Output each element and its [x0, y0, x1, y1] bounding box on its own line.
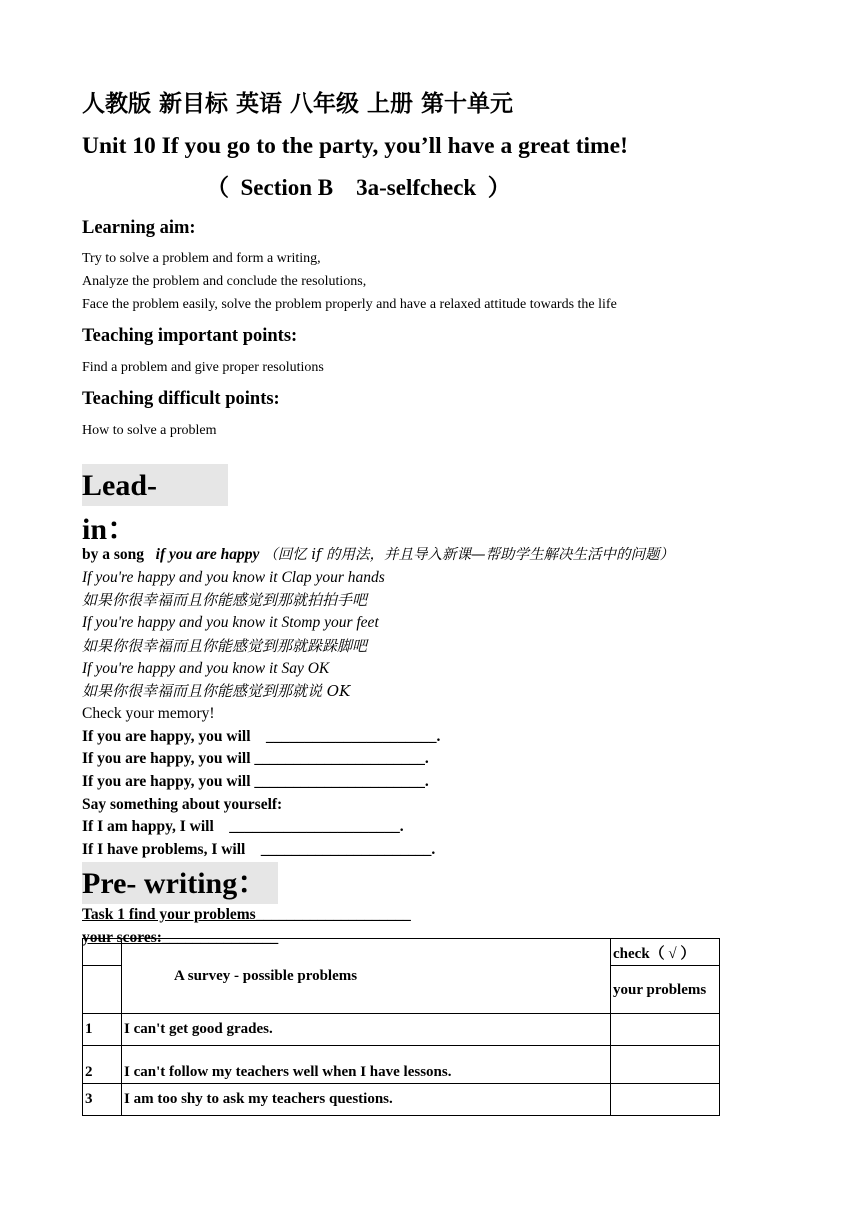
task-line: Task 1 find your problems____________________ — [82, 905, 411, 923]
song-note: （回忆 if 的用法，并且导入新课—帮助学生解决生活中的问题） — [263, 547, 675, 563]
check-cell[interactable] — [611, 1084, 720, 1116]
document-page — [82, 86, 782, 949]
pre-writing-heading: Pre- writing： — [82, 862, 278, 904]
fill-blank-line: If you are happy, you will ______________________. — [82, 727, 441, 745]
fill-blank-line: If I have problems, I will ______________________. — [82, 841, 436, 859]
row-text: I can't follow my teachers well when I have lessons. — [122, 1046, 611, 1084]
fill-blank-line: If I am happy, I will ______________________. — [82, 818, 404, 836]
scores-line: your scores:_______________ — [82, 928, 279, 946]
learning-aim-line: Face the problem easily, solve the problem properly and have a relaxed attitude towards the life — [82, 297, 617, 312]
learning-aim-line: Analyze the problem and conclude the resolutions, — [82, 274, 367, 289]
difficult-points-text: How to solve a problem — [82, 423, 217, 438]
fill-blank-line: If you are happy, you will ______________________. — [82, 773, 429, 791]
lyric-line: If you're happy and you know it Stomp your feet — [82, 614, 379, 632]
table-cell-empty — [83, 966, 122, 1014]
table-cell-empty — [83, 939, 122, 966]
unit-title: Unit 10 If you go to the party, you’ll have a great time! — [82, 133, 628, 159]
row-number: 1 — [83, 1014, 122, 1046]
survey-table — [82, 938, 720, 1116]
table-row — [83, 1046, 720, 1084]
important-points-text: Find a problem and give proper resolutions — [82, 360, 324, 375]
lyric-line: 如果你很幸福而且你能感觉到那就说 OK — [82, 682, 351, 701]
check-cell[interactable] — [611, 1046, 720, 1084]
song-title: if you are happy — [155, 546, 264, 563]
learning-aim-line: Try to solve a problem and form a writing, — [82, 251, 321, 266]
song-prefix: by a song — [82, 546, 156, 563]
row-number: 2 — [83, 1046, 122, 1084]
say-something-line: Say something about yourself: — [82, 795, 283, 813]
difficult-points-heading: Teaching difficult points: — [82, 389, 280, 409]
check-cell[interactable] — [611, 1014, 720, 1046]
lead-in-heading: Lead- in： — [82, 464, 228, 506]
row-number: 3 — [83, 1084, 122, 1116]
lyric-line: If you're happy and you know it Clap your hands — [82, 568, 385, 586]
check-header: check（ √ ） — [611, 939, 720, 966]
fill-blank-line: If you are happy, you will ______________________. — [82, 750, 429, 768]
textbook-title: 人教版 新目标 英语 八年级 上册 第十单元 — [82, 91, 514, 117]
table-row — [83, 1014, 720, 1046]
learning-aim-heading: Learning aim: — [82, 218, 196, 238]
lyric-line: 如果你很幸福而且你能感觉到那就跺跺脚吧 — [82, 636, 368, 655]
your-problems-header: your problems — [611, 966, 720, 1014]
important-points-heading: Teaching important points: — [82, 326, 298, 346]
row-text: I am too shy to ask my teachers questions. — [122, 1084, 611, 1116]
survey-title: A survey - possible problems — [122, 939, 611, 1014]
song-line — [82, 544, 782, 567]
lyric-line: If you're happy and you know it Say OK — [82, 659, 330, 677]
lyric-line: 如果你很幸福而且你能感觉到那就拍拍手吧 — [82, 591, 368, 610]
check-memory: Check your memory! — [82, 704, 215, 722]
row-text: I can't get good grades. — [122, 1014, 611, 1046]
table-row — [83, 1084, 720, 1116]
section-title: （ Section B 3a-selfcheck ） — [206, 175, 511, 200]
